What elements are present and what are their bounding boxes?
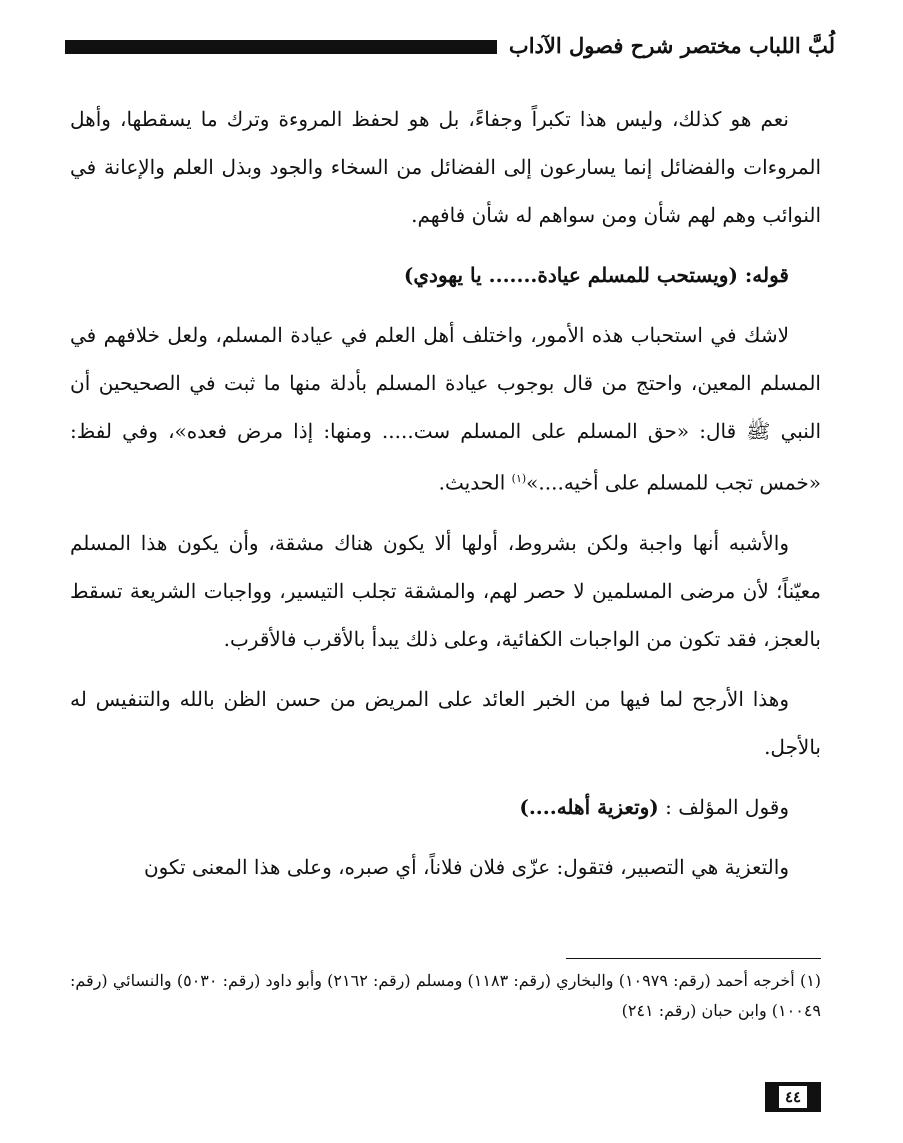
quoted-heading-2: [70, 783, 821, 831]
footnote-divider: [566, 958, 821, 959]
page-number: ٤٤: [776, 1086, 810, 1108]
footnote-text: (١) أخرجه أحمد (رقم: ١٠٩٧٩) والبخاري (رقم: ١١٨٣) ومسلم (رقم: ٢١٦٢) وأبو داود (رقم: ٥٠٣٠) والنسائي (رقم: ١٠٠٤٩) وابن حبان (رقم: ٢٤١): [70, 971, 822, 1020]
footnote-reference[interactable]: (١): [511, 472, 527, 485]
paragraph-4: وهذا الأرجح لما فيها من الخبر العائد على المريض من حسن الظن بالله والتنفيس له بالأجل.: [70, 686, 821, 759]
header-rule: [65, 40, 497, 54]
running-header-title: لُبَّ اللباب مختصر شرح فصول الآداب: [508, 32, 835, 58]
paragraph-1: نعم هو كذلك، وليس هذا تكبراً وجفاءً، بل هو لحفظ المروءة وترك ما يسقطها، وأهل المروءات والفضائل إنما يسارعون إلى الفضائل من السخاء والجود وبذل العلم والإعانة في النوائب وهم لهم شأن ومن سواهم له شأن فافهم.: [70, 107, 821, 227]
heading-2-quote: (وتعزية أهله....): [519, 794, 659, 819]
paragraph-2-end: الحديث.: [438, 470, 512, 495]
paragraph-3: والأشبه أنها واجبة ولكن بشروط، أولها ألا يكون هناك مشقة، وأن يكون هذا المسلم معيّناً؛ لأن مرضى المسلمين لا حصر لهم، والمشقة تجلب التيسير، وواجبات الشريعة تسقط بالعجز، فقد تكون من الواجبات الكفائية، وعلى ذلك يبدأ بالأقرب فالأقرب.: [70, 530, 821, 651]
main-text: [70, 95, 821, 891]
paragraph-2-text: لاشك في استحباب هذه الأمور، واختلف أهل العلم في عيادة المسلم، ولعل خلافهم في المسلم المعين، واحتج من قال بوجوب عيادة المسلم بأدلة منها ما ثبت في الصحيحين أن النبي ﷺ قال: «حق المسلم على المسلم ست..... ومنها: إذا مرض فعده»، وفي لفظ: «خمس تجب للمسلم على أخيه....»: [70, 323, 821, 495]
heading-1-prefix: قوله:: [737, 263, 789, 287]
running-header: [65, 28, 835, 62]
page-number-box: [765, 1082, 821, 1112]
heading-2-prefix: وقول المؤلف :: [658, 794, 789, 819]
paragraph-5: والتعزية هي التصبير، فتقول: عزّى فلان فلاناً، أي صبره، وعلى هذا المعنى تكون: [143, 854, 789, 879]
quoted-heading-1: [70, 251, 821, 299]
paragraph-2: [70, 311, 821, 507]
heading-1-quote: (ويستحب للمسلم عيادة....... يا يهودي): [403, 263, 738, 287]
